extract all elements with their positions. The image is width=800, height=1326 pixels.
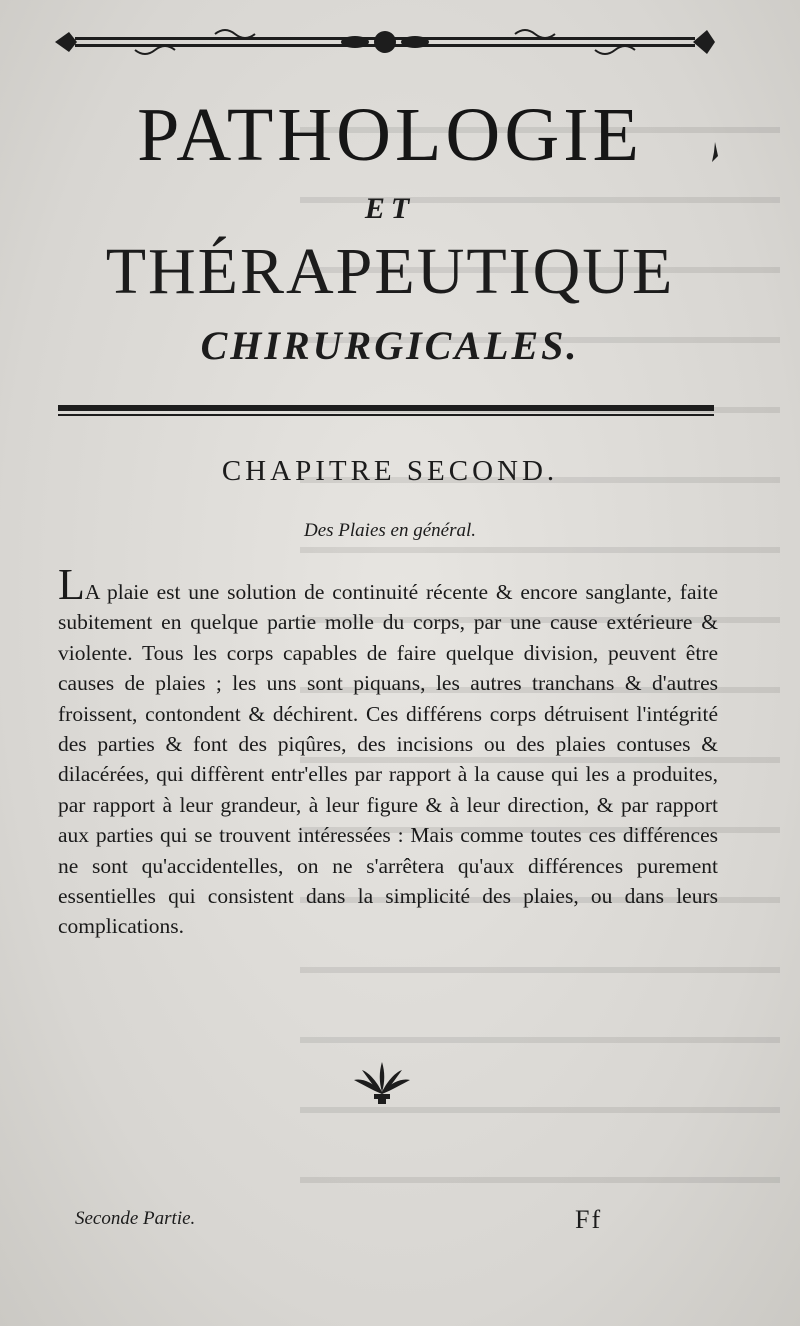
title-et: ET [364,192,416,225]
paragraph-text: A plaie est une solution de continuité récente & encore sanglante, faite subitement en quelque partie molle du corps, par une cause extérieure & violente. Tous les corps capables de faire quelque division, peuvent être causes de plaies ; les uns sont piquans, les autres tranchans & d'autres froissent, contondent & déchirent. Ces différens corps détruisent l'intégrité des parties & font des piqûres, des incisions ou des plaies contuses & dilacérées, qui diffèrent entr'elles par rapport à la cause qui les a produites, par rapport à leur grandeur, à leur figure & à leur direction, & par rapport aux parties qui se trouvent intéressées : Mais comme toutes ces différences ne sont qu'accidentelles, on ne s'arrêtera qu'aux différences purement essentielles qui consistent dans la simplicité des plaies, ou dans leurs complications. [58,580,718,939]
chapter-heading: CHAPITRE SECOND. [221,455,559,487]
drop-cap: L [58,560,85,609]
title-rule-thin [58,414,714,416]
footer-signature-left: Seconde Partie. [75,1208,196,1229]
ink-mark-icon [708,142,722,162]
title-chirurgicales: CHIRURGICALES. [200,323,580,368]
footer-signature-mark: Ff [575,1205,603,1234]
top-ornament-icon [55,22,715,62]
title-therapeutique: THÉRAPEUTIQUE [105,235,675,308]
title-pathologie: PATHOLOGIE [137,93,643,177]
chapter-subtitle: Des Plaies en général. [303,520,476,541]
title-rule-thick [58,405,714,411]
fleuron-icon [352,1058,412,1106]
body-paragraph [58,560,718,942]
